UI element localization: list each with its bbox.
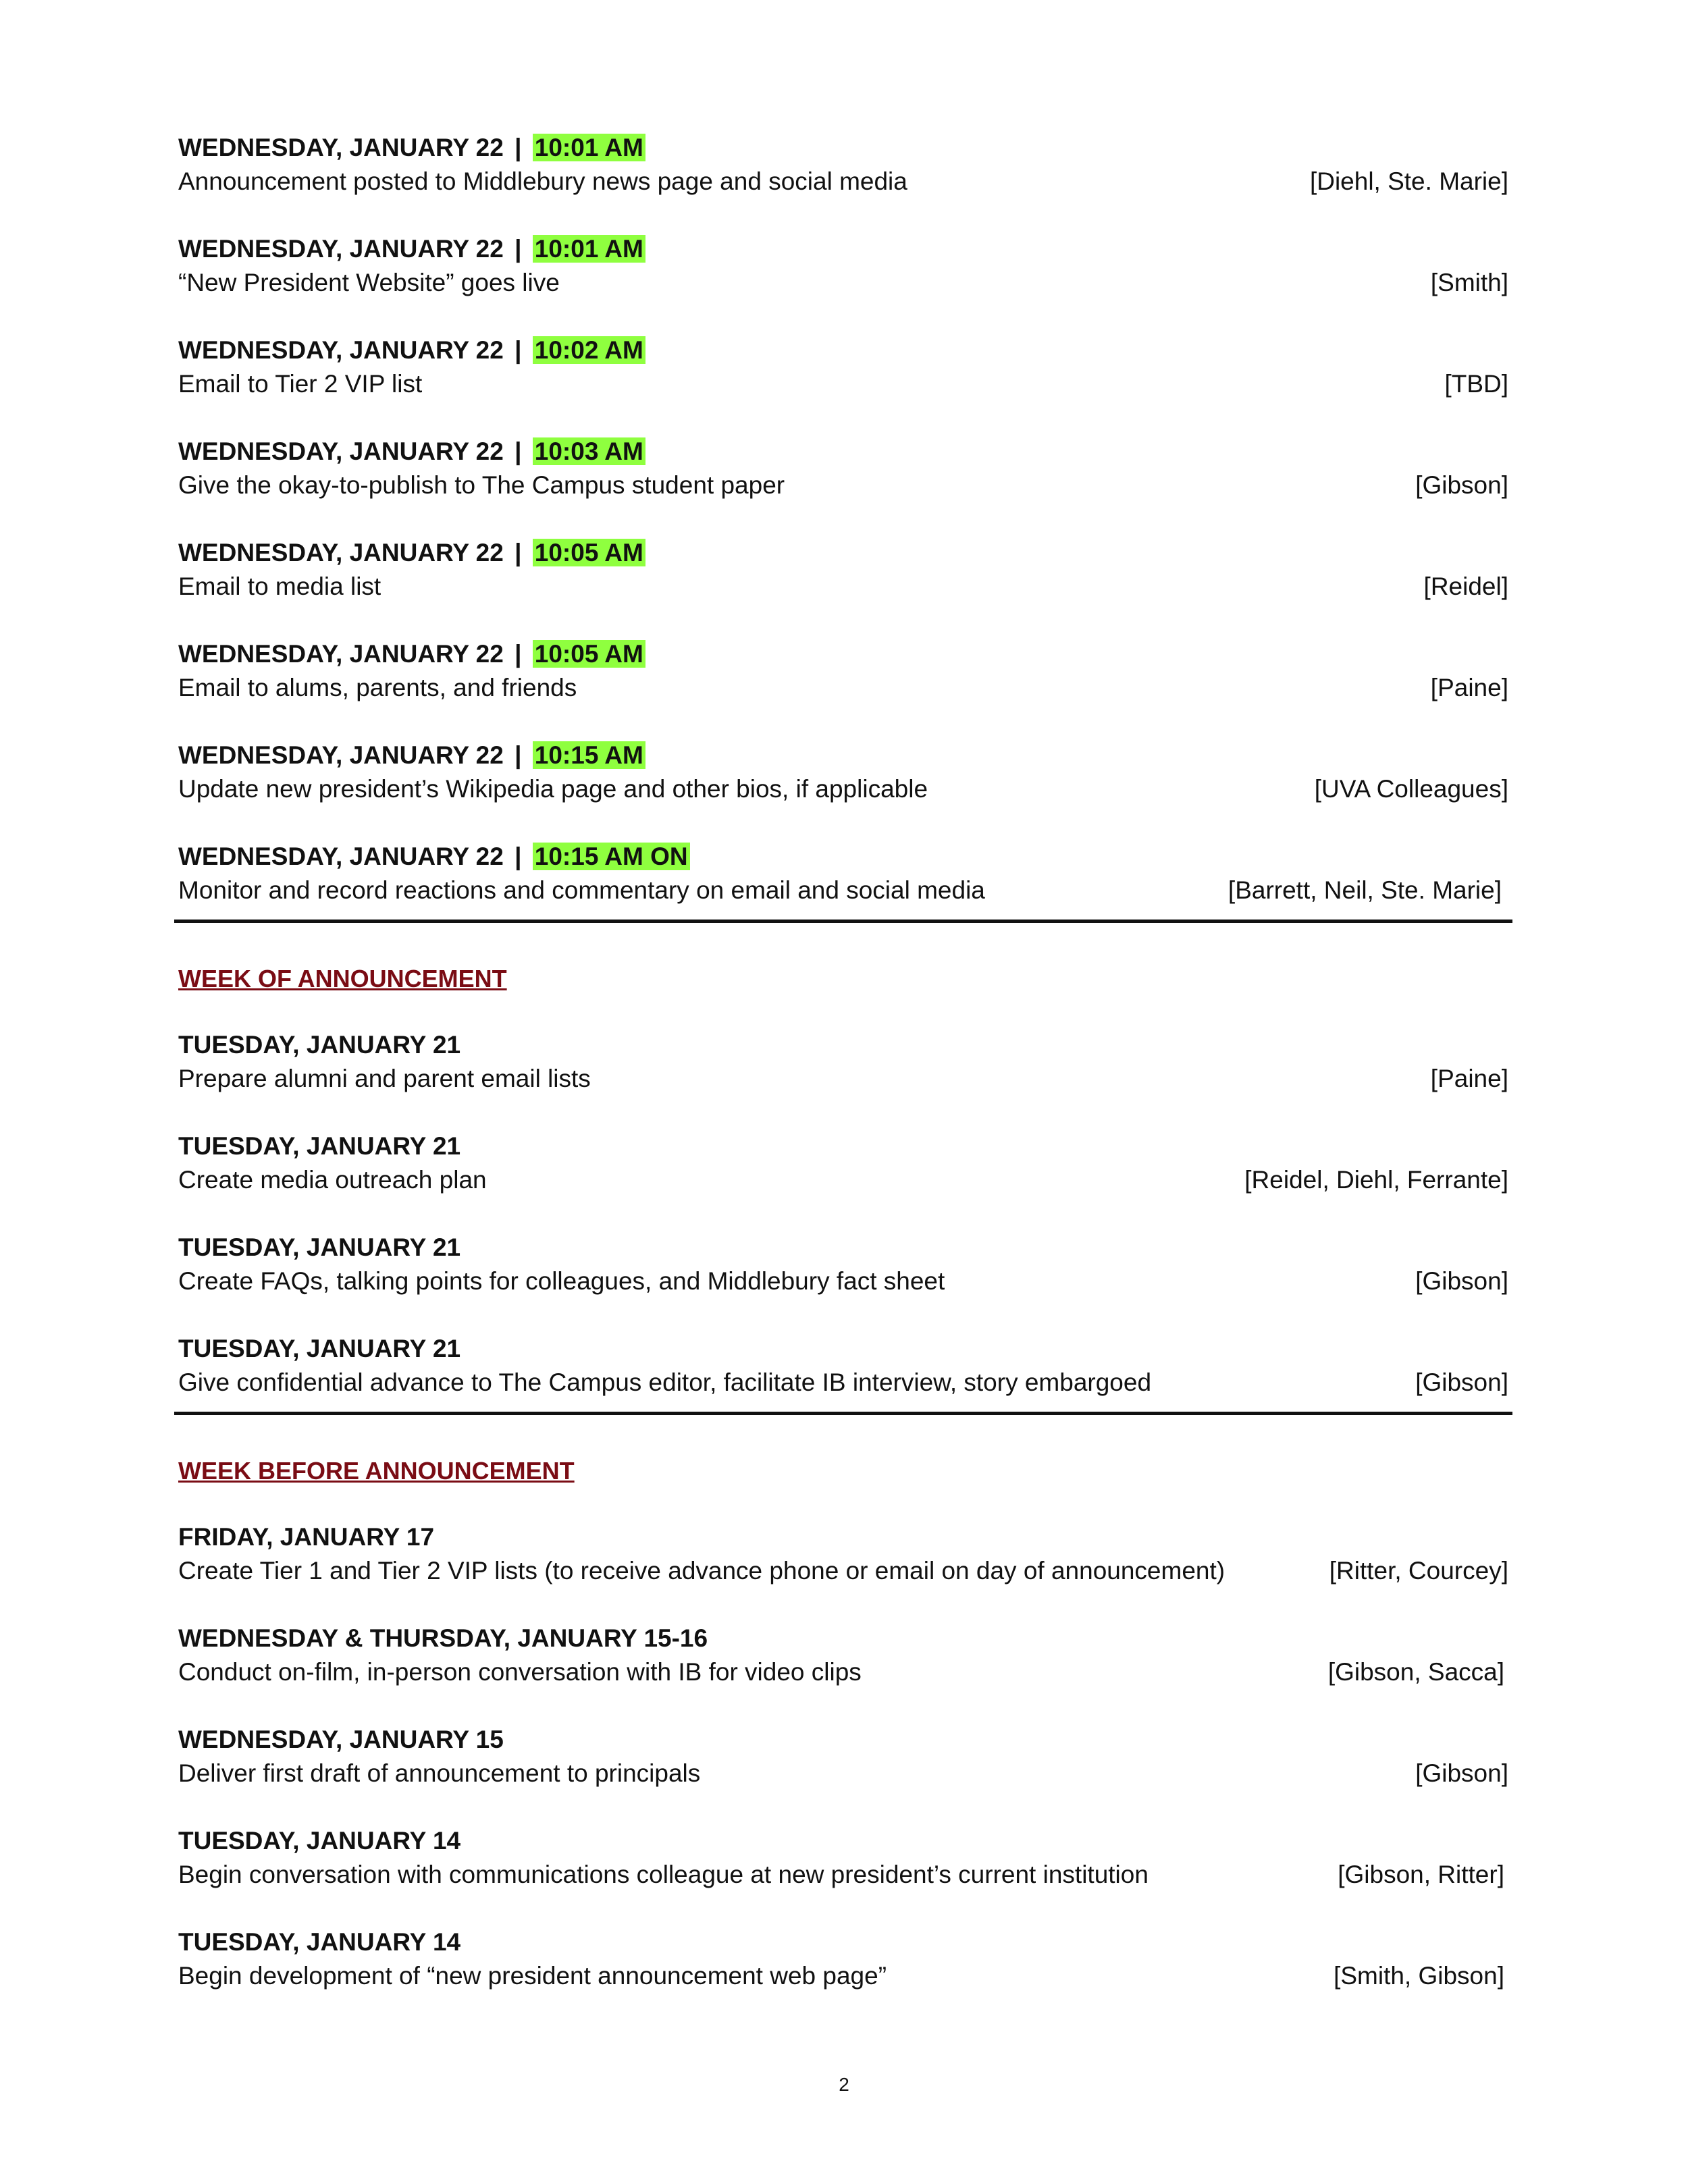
entry-owner: [Paine] (1430, 674, 1508, 701)
section-heading-week-before: WEEK BEFORE ANNOUNCEMENT (178, 1457, 575, 1485)
entry-owner: [Gibson] (1415, 1267, 1508, 1295)
timeline-entry (178, 1129, 1508, 1231)
entry-time-highlight: 10:02 AM (533, 336, 645, 364)
entry-owner: [Barrett, Neil, Ste. Marie] (1228, 876, 1502, 904)
entry-owner: [UVA Colleagues] (1314, 775, 1508, 803)
section-divider (174, 920, 1512, 923)
timeline-entry (178, 739, 1508, 840)
entry-task: Give confidential advance to The Campus editor, facilitate IB interview, story embargoed (178, 1368, 1152, 1396)
entry-owner: [Gibson] (1415, 471, 1508, 499)
timeline-entry (178, 1824, 1508, 1925)
entry-date: TUESDAY, JANUARY 14 (178, 1928, 461, 1956)
entry-date: WEDNESDAY, JANUARY 22 (178, 640, 504, 668)
entry-separator: | (515, 843, 522, 870)
entry-owner: [Gibson, Sacca] (1327, 1658, 1504, 1686)
timeline-entry (178, 435, 1508, 536)
entry-owner: [Paine] (1430, 1065, 1508, 1092)
document-content (178, 131, 1508, 2027)
timeline-entry (178, 1622, 1508, 1723)
entry-date-line (178, 637, 645, 671)
timeline-entry (178, 536, 1508, 637)
entry-task: Begin conversation with communications colleague at new president’s current institution (178, 1861, 1149, 1888)
entry-separator: | (515, 640, 522, 668)
entry-date-line (178, 840, 690, 874)
entry-time-highlight: 10:15 AM (533, 741, 645, 769)
timeline-entry (178, 1925, 1508, 2027)
entry-owner: [TBD] (1444, 370, 1508, 398)
entry-date: WEDNESDAY, JANUARY 22 (178, 741, 504, 769)
entry-owner: [Ritter, Courcey] (1329, 1557, 1508, 1584)
entry-separator: | (515, 336, 522, 364)
entry-date: WEDNESDAY, JANUARY 22 (178, 437, 504, 465)
entry-date: WEDNESDAY, JANUARY 15 (178, 1726, 504, 1753)
timeline-entry (178, 637, 1508, 739)
entry-time-highlight: 10:01 AM (533, 134, 645, 161)
entry-time-highlight: 10:01 AM (533, 235, 645, 263)
entry-task: Give the okay-to-publish to The Campus student paper (178, 471, 785, 499)
timeline-entry (178, 1723, 1508, 1824)
entry-task: Begin development of “new president announcement web page” (178, 1962, 887, 1990)
entry-task: Email to media list (178, 572, 381, 600)
entry-task: Update new president’s Wikipedia page and other bios, if applicable (178, 775, 928, 803)
timeline-entry (178, 840, 1508, 920)
entry-time-highlight: 10:03 AM (533, 437, 645, 465)
entry-time-highlight: 10:05 AM (533, 539, 645, 566)
entry-task: Prepare alumni and parent email lists (178, 1065, 591, 1092)
entry-separator: | (515, 539, 522, 566)
entry-date: TUESDAY, JANUARY 14 (178, 1827, 461, 1855)
entry-task: Create Tier 1 and Tier 2 VIP lists (to receive advance phone or email on day of announcement) (178, 1557, 1225, 1584)
entry-date-line (178, 131, 645, 165)
entry-owner: [Smith, Gibson] (1334, 1962, 1504, 1990)
entry-owner: [Gibson, Ritter] (1338, 1861, 1504, 1888)
entry-date: WEDNESDAY, JANUARY 22 (178, 235, 504, 263)
entry-owner: [Reidel, Diehl, Ferrante] (1244, 1166, 1508, 1194)
entry-owner: [Gibson] (1415, 1759, 1508, 1787)
entry-date: TUESDAY, JANUARY 21 (178, 1031, 461, 1059)
entry-separator: | (515, 741, 522, 769)
entry-owner: [Smith] (1430, 269, 1508, 296)
section-heading-week-of: WEEK OF ANNOUNCEMENT (178, 965, 507, 992)
entry-owner: [Reidel] (1423, 572, 1508, 600)
timeline-entry (178, 1520, 1508, 1622)
entry-time-highlight: 10:15 AM ON (533, 843, 690, 870)
timeline-entry (178, 232, 1508, 334)
entry-separator: | (515, 134, 522, 161)
entry-date-line (178, 435, 645, 469)
entry-date: TUESDAY, JANUARY 21 (178, 1233, 461, 1261)
entry-date-line (178, 334, 645, 367)
entry-owner: [Diehl, Ste. Marie] (1309, 167, 1508, 195)
entry-date: WEDNESDAY, JANUARY 22 (178, 539, 504, 566)
page-number: 2 (839, 2074, 849, 2095)
entry-date: FRIDAY, JANUARY 17 (178, 1523, 435, 1551)
entry-task: Conduct on-film, in-person conversation with IB for video clips (178, 1658, 862, 1686)
entry-task: Email to alums, parents, and friends (178, 674, 577, 701)
entry-task: “New President Website” goes live (178, 269, 560, 296)
entry-task: Deliver first draft of announcement to principals (178, 1759, 701, 1787)
entry-task: Create FAQs, talking points for colleagues, and Middlebury fact sheet (178, 1267, 945, 1295)
entry-date-line (178, 232, 645, 266)
entry-time-highlight: 10:05 AM (533, 640, 645, 668)
entry-task: Create media outreach plan (178, 1166, 487, 1194)
entry-task: Announcement posted to Middlebury news page and social media (178, 167, 907, 195)
entry-date-line (178, 536, 645, 570)
timeline-entry (178, 1332, 1508, 1412)
timeline-entry (178, 334, 1508, 435)
entry-separator: | (515, 235, 522, 263)
timeline-entry (178, 1231, 1508, 1332)
entry-date: WEDNESDAY, JANUARY 22 (178, 336, 504, 364)
entry-date: WEDNESDAY, JANUARY 22 (178, 134, 504, 161)
entry-owner: [Gibson] (1415, 1368, 1508, 1396)
entry-date: TUESDAY, JANUARY 21 (178, 1132, 461, 1160)
entry-date: WEDNESDAY, JANUARY 22 (178, 843, 504, 870)
section-divider (174, 1412, 1512, 1415)
entry-date: TUESDAY, JANUARY 21 (178, 1335, 461, 1362)
entry-task: Email to Tier 2 VIP list (178, 370, 423, 398)
timeline-entry (178, 1028, 1508, 1129)
entry-task: Monitor and record reactions and commentary on email and social media (178, 876, 985, 904)
entry-date-line (178, 739, 645, 772)
timeline-entry (178, 131, 1508, 232)
entry-date: WEDNESDAY & THURSDAY, JANUARY 15-16 (178, 1624, 708, 1652)
entry-separator: | (515, 437, 522, 465)
